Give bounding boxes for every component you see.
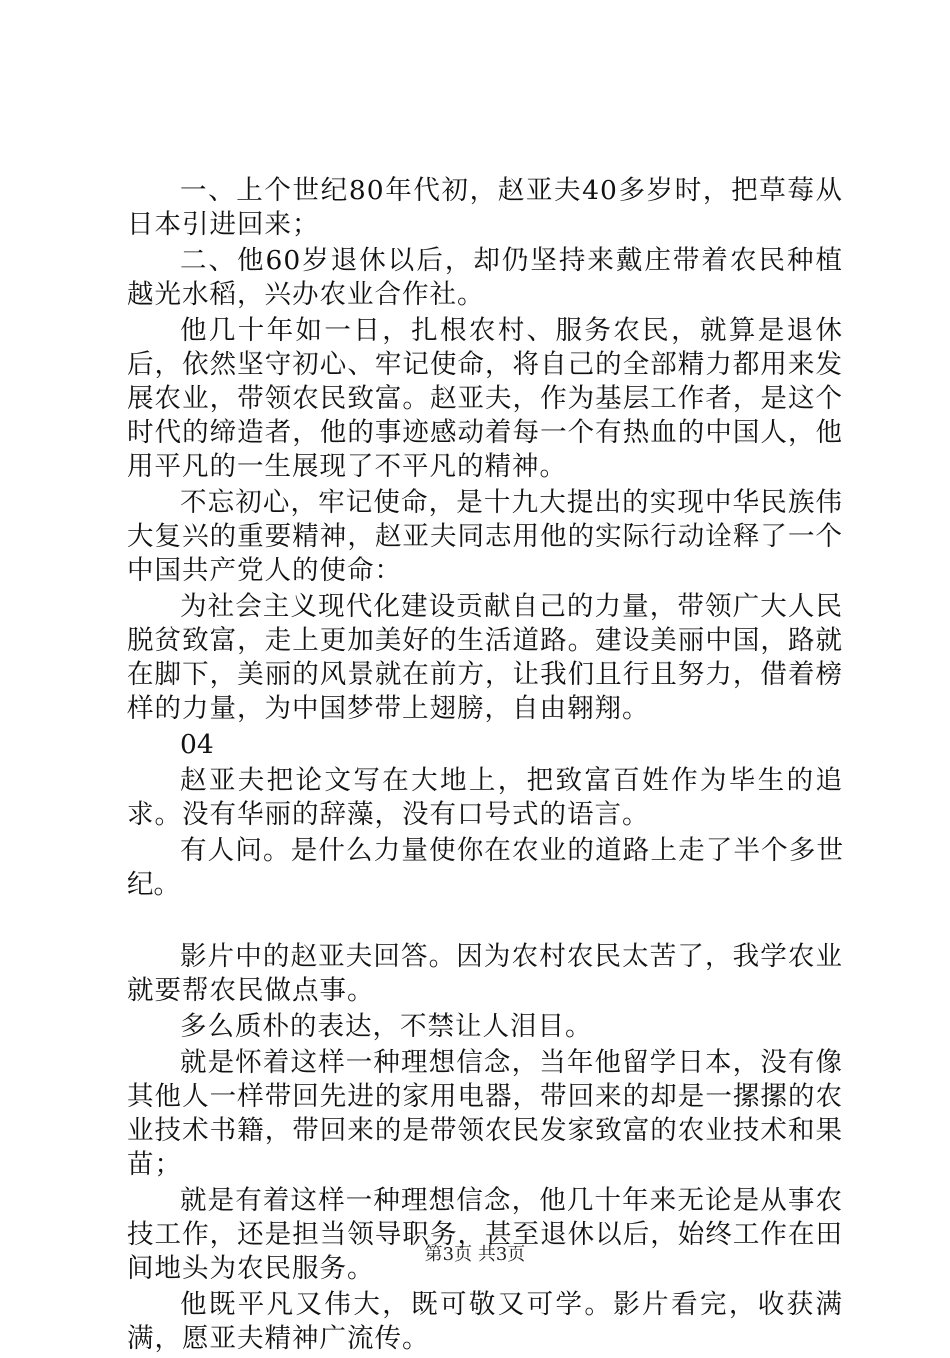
paragraph-3: 他几十年如一日，扎根农村、服务农民，就算是退休后，依然坚守初心、牢记使命，将自己的全部精力都用来发展农业，带领农民致富。赵亚夫，作为基层工作者，是这个时代的缔造者，他的事迹感动着每一个有热血的中国人，他用平凡的一生展现了不平凡的精神。	[127, 315, 843, 482]
document-body	[127, 174, 843, 1358]
paragraph-6: 赵亚夫把论文写在大地上，把致富百姓作为毕生的追求。没有华丽的辞藻，没有口号式的语言。	[127, 765, 843, 830]
paragraph-1: 一、上个世纪80年代初，赵亚夫40多岁时，把草莓从日本引进回来；	[127, 175, 843, 240]
section-number: 04	[180, 729, 214, 760]
paragraph-2: 二、他60岁退休以后，却仍坚持来戴庄带着农民种植越光水稻，兴办农业合作社。	[127, 245, 843, 310]
paragraph-11: 就是有着这样一种理想信念，他几十年来无论是从事农技工作，还是担当领导职务，甚至退休以后，始终工作在田间地头为农民服务。	[127, 1185, 843, 1284]
paragraph-gap	[127, 904, 843, 940]
paragraph-9: 多么质朴的表达，不禁让人泪目。	[180, 1011, 593, 1042]
paragraph-10: 就是怀着这样一种理想信念，当年他留学日本，没有像其他人一样带回先进的家用电器，带回来的却是一摞摞的农业技术书籍，带回来的是带领农民发家致富的农业技术和果苗；	[127, 1047, 843, 1180]
paragraph-5: 为社会主义现代化建设贡献自己的力量，带领广大人民脱贫致富，走上更加美好的生活道路。建设美丽中国，路就在脚下，美丽的风景就在前方，让我们且行且努力，借着榜样的力量，为中国梦带上翅膀，自由翱翔。	[127, 591, 843, 724]
paragraph-7: 有人问。是什么力量使你在农业的道路上走了半个多世纪。	[127, 835, 843, 900]
paragraph-4: 不忘初心，牢记使命，是十九大提出的实现中华民族伟大复兴的重要精神，赵亚夫同志用他的实际行动诠释了一个中国共产党人的使命：	[127, 487, 843, 586]
page-number-footer: 第3页 共3页	[424, 1244, 526, 1265]
paragraph-12: 他既平凡又伟大，既可敬又可学。影片看完，收获满满，愿亚夫精神广流传。	[127, 1289, 843, 1354]
paragraph-8: 影片中的赵亚夫回答。因为农村农民太苦了，我学农业就要帮农民做点事。	[127, 941, 843, 1006]
